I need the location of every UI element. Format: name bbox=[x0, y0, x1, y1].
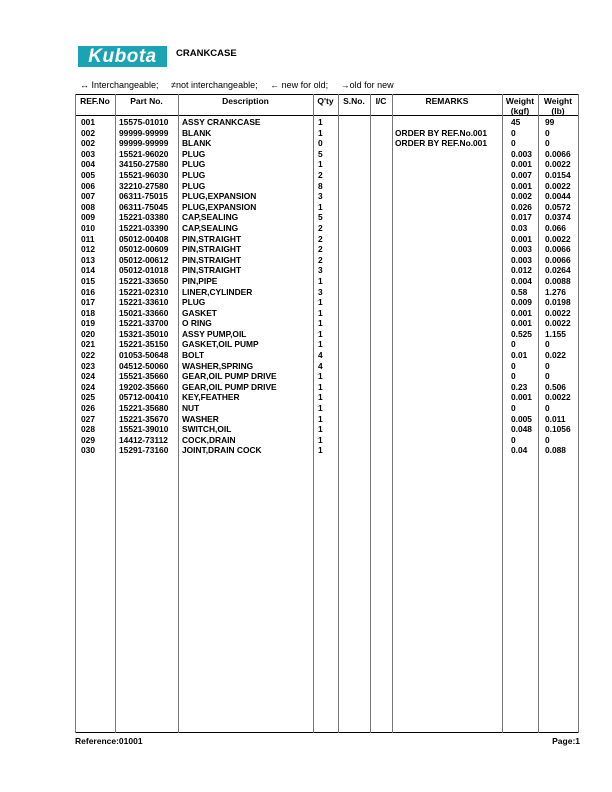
cell-description: ASSY PUMP,OIL bbox=[182, 328, 247, 339]
kubota-logo: Kubota bbox=[78, 46, 167, 67]
table-row bbox=[75, 138, 579, 149]
cell-part-no: 15221-33700 bbox=[119, 318, 169, 329]
cell-part-no: 15221-35150 bbox=[119, 339, 169, 350]
table-row bbox=[75, 318, 579, 329]
cell-weight-kgf: 0.04 bbox=[511, 445, 528, 456]
cell-weight-lb: 0.0066 bbox=[545, 254, 571, 265]
cell-description: CAP,SEALING bbox=[182, 212, 239, 223]
cell-ref-no: 027 bbox=[81, 413, 95, 424]
cell-ref-no: 002 bbox=[81, 138, 95, 149]
cell-part-no: 15221-03380 bbox=[119, 212, 169, 223]
cell-weight-kgf: 0.005 bbox=[511, 413, 532, 424]
cell-part-no: 15521-96020 bbox=[119, 148, 169, 159]
cell-qty: 4 bbox=[318, 350, 323, 361]
cell-weight-lb: 0.0022 bbox=[545, 318, 571, 329]
table-row bbox=[75, 392, 579, 403]
cell-qty: 1 bbox=[318, 307, 323, 318]
cell-part-no: 15521-39010 bbox=[119, 424, 169, 435]
cell-weight-kgf: 0.001 bbox=[511, 307, 532, 318]
cell-part-no: 06311-75015 bbox=[119, 191, 168, 202]
cell-weight-lb: 0.506 bbox=[545, 381, 566, 392]
table-row bbox=[75, 403, 579, 414]
cell-weight-kgf: 0.026 bbox=[511, 201, 532, 212]
cell-part-no: 15021-33660 bbox=[119, 307, 169, 318]
cell-weight-kgf: 0.03 bbox=[511, 222, 528, 233]
cell-description: PIN,STRAIGHT bbox=[182, 254, 242, 265]
cell-weight-kgf: 0 bbox=[511, 138, 516, 149]
cell-weight-lb: 0.0088 bbox=[545, 275, 571, 286]
cell-weight-lb: 0.0022 bbox=[545, 392, 571, 403]
cell-ref-no: 002 bbox=[81, 127, 95, 138]
cell-ref-no: 029 bbox=[81, 434, 95, 445]
cell-description: PIN,PIPE bbox=[182, 275, 218, 286]
cell-part-no: 05712-00410 bbox=[119, 392, 169, 403]
cell-part-no: 15221-33650 bbox=[119, 275, 169, 286]
table-row bbox=[75, 202, 579, 213]
cell-weight-lb: 0.0066 bbox=[545, 244, 571, 255]
cell-qty: 1 bbox=[318, 413, 323, 424]
cell-part-no: 19202-35660 bbox=[119, 381, 169, 392]
cell-description: PLUG bbox=[182, 148, 206, 159]
cell-weight-kgf: 0.525 bbox=[511, 328, 532, 339]
table-row bbox=[75, 339, 579, 350]
cell-remarks: ORDER BY REF.No.001 bbox=[395, 127, 487, 138]
cell-qty: 1 bbox=[318, 339, 323, 350]
cell-description: ASSY CRANKCASE bbox=[182, 117, 261, 127]
cell-ref-no: 007 bbox=[81, 191, 95, 202]
cell-weight-lb: 0 bbox=[545, 138, 550, 149]
cell-description: GEAR,OIL PUMP DRIVE bbox=[182, 371, 277, 382]
cell-description: PIN,STRAIGHT bbox=[182, 265, 242, 276]
cell-weight-lb: 0.088 bbox=[545, 445, 566, 456]
cell-weight-kgf: 0.012 bbox=[511, 265, 532, 276]
header-part-no: Part No. bbox=[130, 96, 163, 106]
cell-part-no: 05012-00408 bbox=[119, 233, 169, 244]
cell-ref-no: 009 bbox=[81, 212, 95, 223]
legend-old-for-new: →old for new bbox=[340, 80, 394, 90]
cell-part-no: 15221-33610 bbox=[119, 297, 169, 308]
cell-weight-lb: 1.155 bbox=[545, 328, 566, 339]
cell-ref-no: 017 bbox=[81, 297, 95, 308]
legend-interchangeable: ↔ Interchangeable; bbox=[80, 80, 159, 90]
table-row bbox=[75, 382, 579, 393]
cell-weight-kgf: 0 bbox=[511, 371, 516, 382]
cell-remarks: ORDER BY REF.No.001 bbox=[395, 138, 487, 149]
cell-weight-lb: 0.066 bbox=[545, 222, 566, 233]
cell-part-no: 15221-02310 bbox=[119, 286, 169, 297]
cell-qty: 1 bbox=[318, 434, 323, 445]
cell-weight-kgf: 0.003 bbox=[511, 254, 532, 265]
cell-description: NUT bbox=[182, 403, 200, 414]
cell-weight-lb: 0 bbox=[545, 127, 550, 138]
cell-ref-no: 026 bbox=[81, 403, 95, 414]
table-row bbox=[75, 445, 579, 456]
cell-description: SWITCH,OIL bbox=[182, 424, 232, 435]
header-ic: I/C bbox=[375, 96, 387, 106]
legend-new-for-old: ← new for old; bbox=[270, 80, 329, 90]
table-row bbox=[75, 128, 579, 139]
cell-qty: 1 bbox=[318, 445, 323, 456]
cell-qty: 1 bbox=[318, 424, 323, 435]
cell-ref-no: 008 bbox=[81, 201, 95, 212]
cell-weight-lb: 0 bbox=[545, 434, 550, 445]
cell-ref-no: 028 bbox=[81, 424, 95, 435]
cell-weight-lb: 0.0066 bbox=[545, 148, 571, 159]
table-top-border bbox=[75, 94, 579, 95]
cell-weight-kgf: 0 bbox=[511, 434, 516, 445]
header-description: Description bbox=[222, 96, 269, 106]
cell-ref-no: 022 bbox=[81, 350, 95, 361]
cell-description: PIN,STRAIGHT bbox=[182, 233, 242, 244]
cell-description: GASKET bbox=[182, 307, 217, 318]
table-row bbox=[75, 371, 579, 382]
cell-description: JOINT,DRAIN COCK bbox=[182, 445, 262, 456]
cell-weight-kgf: 0.002 bbox=[511, 191, 532, 202]
cell-qty: 1 bbox=[318, 127, 323, 138]
cell-weight-kgf: 0.009 bbox=[511, 297, 532, 308]
cell-weight-lb: 0 bbox=[545, 360, 550, 371]
cell-qty: 8 bbox=[318, 180, 323, 191]
cell-qty: 5 bbox=[318, 212, 323, 223]
cell-ref-no: 005 bbox=[81, 169, 95, 180]
cell-qty: 2 bbox=[318, 244, 323, 255]
cell-ref-no: 018 bbox=[81, 307, 95, 318]
cell-part-no: 15521-35660 bbox=[119, 371, 169, 382]
cell-weight-lb: 0.022 bbox=[545, 350, 566, 361]
cell-part-no: 06311-75045 bbox=[119, 201, 168, 212]
cell-qty: 2 bbox=[318, 169, 323, 180]
cell-weight-lb: 0.0264 bbox=[545, 265, 571, 276]
table-row bbox=[75, 361, 579, 372]
table-row bbox=[75, 244, 579, 255]
cell-part-no: 15521-96030 bbox=[119, 169, 169, 180]
cell-weight-kgf: 0 bbox=[511, 127, 516, 138]
cell-description: O RING bbox=[182, 318, 212, 329]
cell-qty: 1 bbox=[318, 117, 323, 127]
cell-description: PLUG bbox=[182, 297, 206, 308]
cell-part-no: 34150-27580 bbox=[119, 159, 169, 170]
cell-weight-kgf: 0 bbox=[511, 360, 516, 371]
cell-weight-lb: 0 bbox=[545, 371, 550, 382]
table-row bbox=[75, 170, 579, 181]
cell-description: BOLT bbox=[182, 350, 205, 361]
cell-weight-lb: 0.0022 bbox=[545, 180, 571, 191]
cell-ref-no: 015 bbox=[81, 275, 95, 286]
cell-description: PLUG bbox=[182, 180, 206, 191]
cell-weight-kgf: 0.01 bbox=[511, 350, 528, 361]
cell-weight-lb: 99 bbox=[545, 117, 555, 127]
parts-table bbox=[75, 94, 579, 733]
cell-qty: 1 bbox=[318, 201, 323, 212]
header-qty: Q'ty bbox=[317, 96, 334, 106]
cell-part-no: 15321-35010 bbox=[119, 328, 169, 339]
cell-weight-lb: 0.0022 bbox=[545, 233, 571, 244]
cell-ref-no: 030 bbox=[81, 445, 95, 456]
cell-description: BLANK bbox=[182, 138, 212, 149]
table-row bbox=[75, 255, 579, 266]
cell-ref-no: 021 bbox=[81, 339, 95, 350]
cell-weight-kgf: 0.017 bbox=[511, 212, 532, 223]
cell-part-no: 15221-35680 bbox=[119, 403, 169, 414]
cell-weight-kgf: 0.001 bbox=[511, 180, 532, 191]
cell-weight-lb: 0 bbox=[545, 403, 550, 414]
cell-qty: 2 bbox=[318, 233, 323, 244]
cell-ref-no: 014 bbox=[81, 265, 95, 276]
cell-qty: 4 bbox=[318, 360, 323, 371]
cell-qty: 1 bbox=[318, 318, 323, 329]
table-row bbox=[75, 191, 579, 202]
cell-qty: 0 bbox=[318, 138, 323, 149]
table-row bbox=[75, 159, 579, 170]
cell-part-no: 05012-00609 bbox=[119, 244, 169, 255]
cell-ref-no: 011 bbox=[81, 233, 95, 244]
cell-part-no: 04512-50060 bbox=[119, 360, 169, 371]
cell-weight-lb: 0 bbox=[545, 339, 550, 350]
cell-part-no: 05012-00612 bbox=[119, 254, 169, 265]
cell-qty: 1 bbox=[318, 159, 323, 170]
table-body bbox=[75, 117, 579, 456]
cell-part-no: 15575-01010 bbox=[119, 117, 169, 127]
cell-ref-no: 023 bbox=[81, 360, 95, 371]
cell-weight-kgf: 0.048 bbox=[511, 424, 532, 435]
page-title: CRANKCASE bbox=[176, 48, 237, 59]
table-row bbox=[75, 308, 579, 319]
cell-weight-lb: 0.0374 bbox=[545, 212, 571, 223]
cell-part-no: 01053-50648 bbox=[119, 350, 169, 361]
table-row bbox=[75, 212, 579, 223]
cell-qty: 1 bbox=[318, 381, 323, 392]
cell-ref-no: 020 bbox=[81, 328, 95, 339]
cell-ref-no: 003 bbox=[81, 148, 95, 159]
cell-qty: 1 bbox=[318, 371, 323, 382]
cell-qty: 1 bbox=[318, 275, 323, 286]
cell-weight-kgf: 0.007 bbox=[511, 169, 532, 180]
legend bbox=[80, 80, 404, 90]
legend-not-interchangeable: ≠not interchangeable; bbox=[171, 80, 258, 90]
cell-ref-no: 001 bbox=[81, 117, 95, 127]
cell-qty: 1 bbox=[318, 328, 323, 339]
cell-weight-kgf: 0.23 bbox=[511, 381, 528, 392]
footer-reference: Reference:01001 bbox=[75, 736, 143, 746]
cell-ref-no: 025 bbox=[81, 392, 95, 403]
cell-ref-no: 004 bbox=[81, 159, 95, 170]
cell-description: GASKET,OIL PUMP bbox=[182, 339, 259, 350]
cell-part-no: 99999-99999 bbox=[119, 127, 169, 138]
cell-part-no: 14412-73112 bbox=[119, 434, 168, 445]
cell-weight-kgf: 0.003 bbox=[511, 244, 532, 255]
cell-description: PLUG,EXPANSION bbox=[182, 191, 257, 202]
cell-weight-lb: 0.0044 bbox=[545, 191, 571, 202]
cell-ref-no: 010 bbox=[81, 222, 95, 233]
cell-description: BLANK bbox=[182, 127, 212, 138]
header-weight-lb: Weight (lb) bbox=[543, 96, 573, 116]
header-s-no: S.No. bbox=[343, 96, 365, 106]
cell-description: KEY,FEATHER bbox=[182, 392, 240, 403]
cell-weight-kgf: 0 bbox=[511, 403, 516, 414]
table-row bbox=[75, 265, 579, 276]
cell-description: PLUG bbox=[182, 169, 206, 180]
cell-qty: 3 bbox=[318, 265, 323, 276]
cell-qty: 1 bbox=[318, 297, 323, 308]
cell-weight-lb: 1.276 bbox=[545, 286, 566, 297]
cell-weight-lb: 0.0022 bbox=[545, 159, 571, 170]
table-row bbox=[75, 350, 579, 361]
cell-weight-lb: 0.0572 bbox=[545, 201, 571, 212]
table-row bbox=[75, 287, 579, 298]
cell-description: GEAR,OIL PUMP DRIVE bbox=[182, 381, 277, 392]
cell-description: WASHER,SPRING bbox=[182, 360, 254, 371]
table-bottom-border bbox=[75, 732, 579, 733]
cell-weight-kgf: 0 bbox=[511, 339, 516, 350]
cell-ref-no: 016 bbox=[81, 286, 95, 297]
cell-weight-kgf: 0.001 bbox=[511, 392, 532, 403]
cell-part-no: 05012-01018 bbox=[119, 265, 169, 276]
cell-weight-kgf: 0.004 bbox=[511, 275, 532, 286]
cell-weight-kgf: 0.001 bbox=[511, 233, 532, 244]
table-row bbox=[75, 181, 579, 192]
cell-weight-lb: 0.0154 bbox=[545, 169, 571, 180]
cell-weight-lb: 0.1056 bbox=[545, 424, 571, 435]
cell-ref-no: 024 bbox=[81, 381, 95, 392]
cell-weight-lb: 0.0198 bbox=[545, 297, 571, 308]
header-remarks: REMARKS bbox=[425, 96, 469, 106]
cell-weight-kgf: 0.001 bbox=[511, 159, 532, 170]
cell-description: CAP,SEALING bbox=[182, 222, 239, 233]
cell-weight-lb: 0.0022 bbox=[545, 307, 571, 318]
cell-ref-no: 012 bbox=[81, 244, 95, 255]
cell-description: PLUG bbox=[182, 159, 206, 170]
cell-qty: 5 bbox=[318, 148, 323, 159]
cell-description: COCK,DRAIN bbox=[182, 434, 236, 445]
table-row bbox=[75, 329, 579, 340]
cell-qty: 3 bbox=[318, 286, 323, 297]
table-row bbox=[75, 297, 579, 308]
cell-weight-kgf: 0.58 bbox=[511, 286, 528, 297]
cell-description: WASHER bbox=[182, 413, 219, 424]
cell-part-no: 15221-03390 bbox=[119, 222, 169, 233]
cell-part-no: 32210-27580 bbox=[119, 180, 169, 191]
cell-description: PIN,STRAIGHT bbox=[182, 244, 242, 255]
table-row bbox=[75, 424, 579, 435]
cell-qty: 2 bbox=[318, 222, 323, 233]
cell-description: PLUG,EXPANSION bbox=[182, 201, 257, 212]
cell-ref-no: 019 bbox=[81, 318, 95, 329]
header-weight-kgf: Weight (kgf) bbox=[505, 96, 535, 116]
table-row bbox=[75, 223, 579, 234]
cell-weight-kgf: 45 bbox=[511, 117, 521, 127]
table-row bbox=[75, 117, 579, 128]
footer-page-number: Page:1 bbox=[552, 736, 580, 746]
table-row bbox=[75, 149, 579, 160]
header-ref-no: REF.No bbox=[80, 96, 110, 106]
cell-qty: 2 bbox=[318, 254, 323, 265]
cell-qty: 3 bbox=[318, 191, 323, 202]
cell-part-no: 15291-73160 bbox=[119, 445, 169, 456]
cell-ref-no: 024 bbox=[81, 371, 95, 382]
cell-part-no: 99999-99999 bbox=[119, 138, 169, 149]
table-row bbox=[75, 414, 579, 425]
cell-part-no: 15221-35670 bbox=[119, 413, 169, 424]
cell-ref-no: 013 bbox=[81, 254, 95, 265]
table-row bbox=[75, 435, 579, 446]
cell-weight-lb: 0.011 bbox=[545, 413, 566, 424]
cell-qty: 1 bbox=[318, 403, 323, 414]
cell-description: LINER,CYLINDER bbox=[182, 286, 253, 297]
cell-weight-kgf: 0.003 bbox=[511, 148, 532, 159]
cell-qty: 1 bbox=[318, 392, 323, 403]
table-row bbox=[75, 276, 579, 287]
table-row bbox=[75, 234, 579, 245]
cell-weight-kgf: 0.001 bbox=[511, 318, 532, 329]
cell-ref-no: 006 bbox=[81, 180, 95, 191]
